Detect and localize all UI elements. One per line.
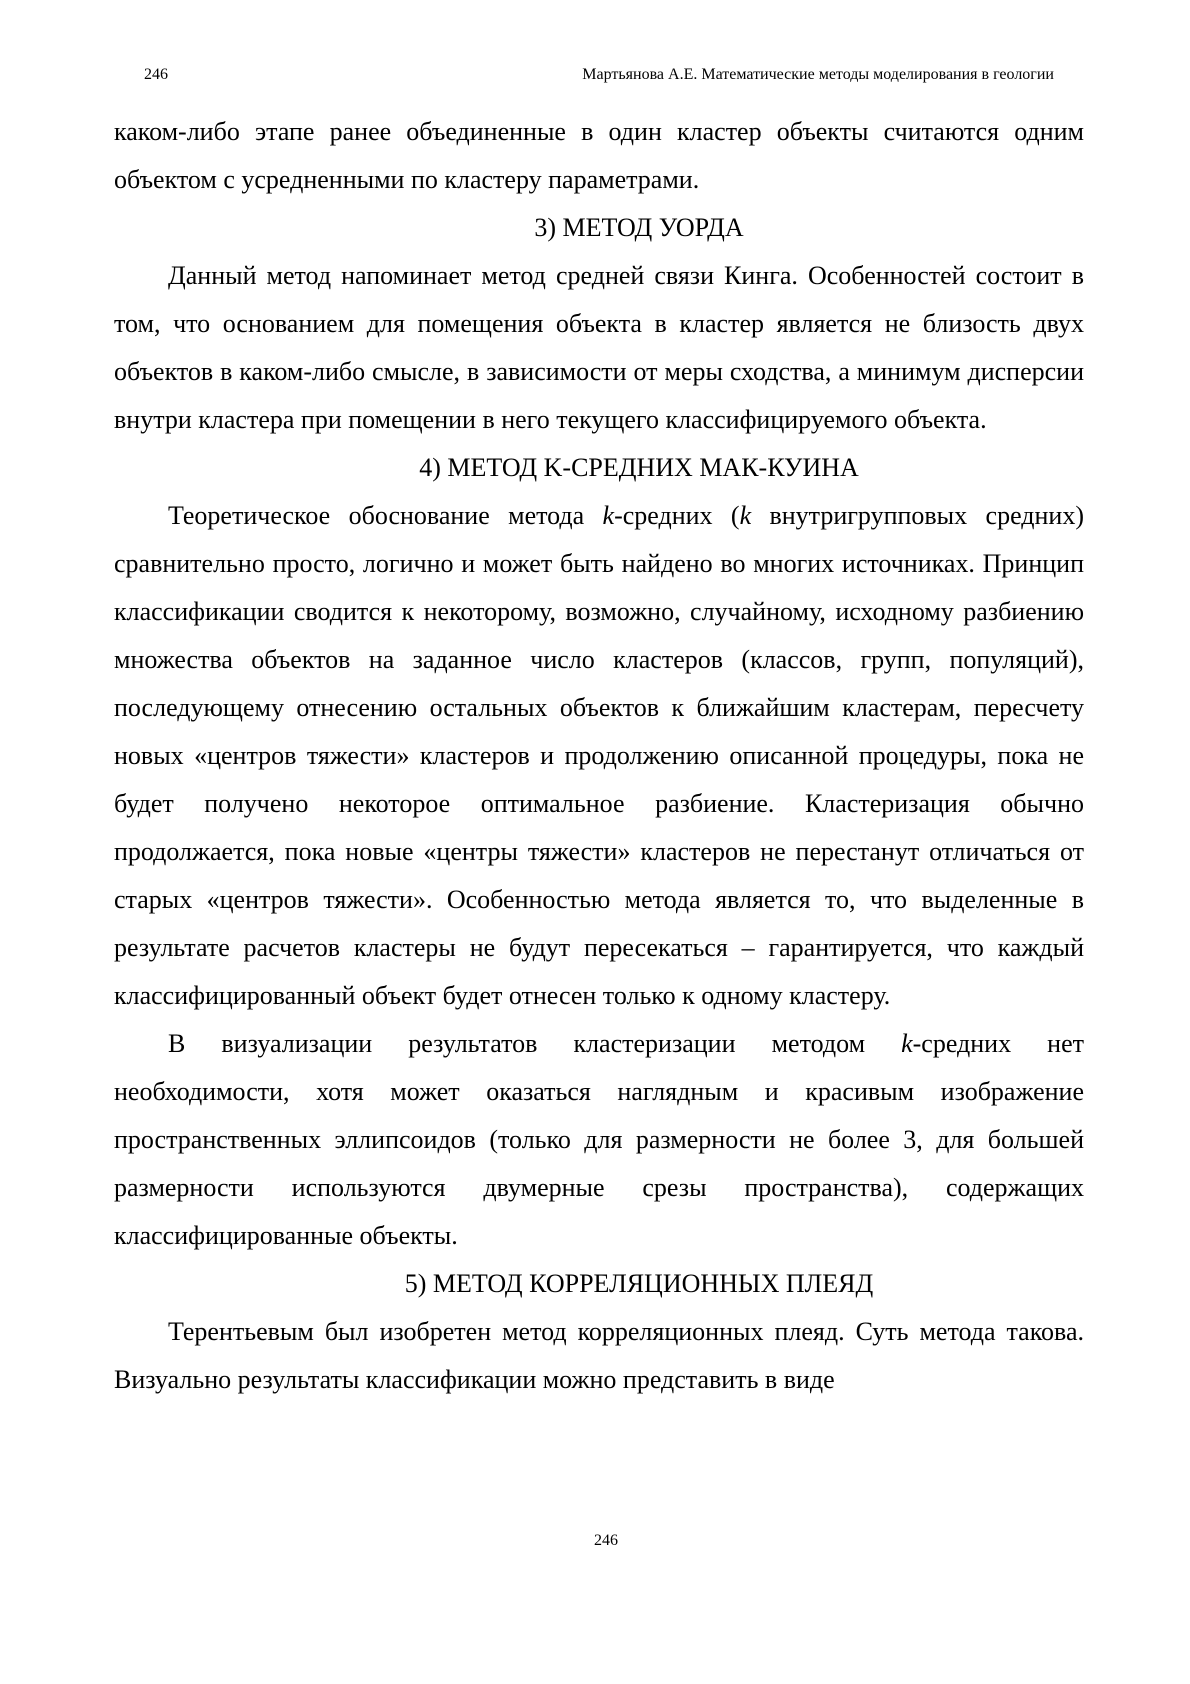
text-run: В визуализации результатов кластеризации методом (168, 1029, 902, 1058)
text-run: внутригрупповых средних) сравнительно просто, логично и может быть найдено во многих источниках. Принцип классификации сводится к некоторому, возможно, случайному, исходному разбиению множества объектов на заданное число кластеров (классов, групп, популяций), последующему отнесению остальных объектов к ближайшим кластерам, пересчету новых «центров тяжести» кластеров и продолжению описанной процедуры, пока не будет получено некоторое оптимальное разбиение. Кластеризация обычно продолжается, пока новые «центры тяжести» кластеров не перестанут отличаться от старых «центров тяжести». Особенностью метода является то, что выделенные в результате расчетов кластеры не будут пересекаться – гарантируется, что каждый классифицированный объект будет отнесен только к одному кластеру. (114, 501, 1084, 1010)
section-heading-correlation-pleiades: 5) МЕТОД КОРРЕЛЯЦИОННЫХ ПЛЕЯД (404, 1269, 874, 1298)
italic-k: k (901, 1029, 913, 1058)
italic-k: k (602, 501, 615, 530)
section-heading-k-means: 4) МЕТОД K-СРЕДНИХ МАК-КУИНА (419, 453, 859, 482)
footer-page-number: 246 (594, 1532, 618, 1549)
paragraph-ward-method: Данный метод напоминает метод средней связи Кинга. Особенностей состоит в том, что основанием для помещения объекта в кластер является не близость двух объектов в каком-либо смысле, в зависимости от меры сходства, а минимум дисперсии внутри кластера при помещении в него текущего классифицируемого объекта. (114, 261, 1084, 434)
header-page-number: 246 (144, 66, 168, 83)
section-heading-ward-method: 3) МЕТОД УОРДА (534, 213, 744, 242)
paragraph-correlation-pleiades: Терентьевым был изобретен метод корреляционных плеяд. Суть метода такова. Визуально результаты классификации можно представить в виде (114, 1317, 1084, 1394)
running-title: Мартьянова А.Е. Математические методы моделирования в геологии (582, 66, 1054, 83)
page-header (144, 66, 1054, 94)
paragraph-continuation: каком-либо этапе ранее объединенные в один кластер объекты считаются одним объектом с усредненными по кластеру параметрами. (114, 117, 1084, 194)
page-body (114, 108, 1084, 1404)
paragraph-k-means-theory (114, 492, 1084, 1020)
paragraph-k-means-visualization (114, 1020, 1084, 1260)
text-run: -средних нет необходимости, хотя может оказаться наглядным и красивым изображение пространственных эллипсоидов (только для размерности не более 3, для большей размерности используются двумерные срезы пространства), содержащих классифицированные объекты. (114, 1029, 1084, 1250)
text-run: Теоретическое обоснование метода (168, 501, 603, 530)
text-run: -средних ( (614, 501, 740, 530)
italic-k: k (739, 501, 752, 530)
